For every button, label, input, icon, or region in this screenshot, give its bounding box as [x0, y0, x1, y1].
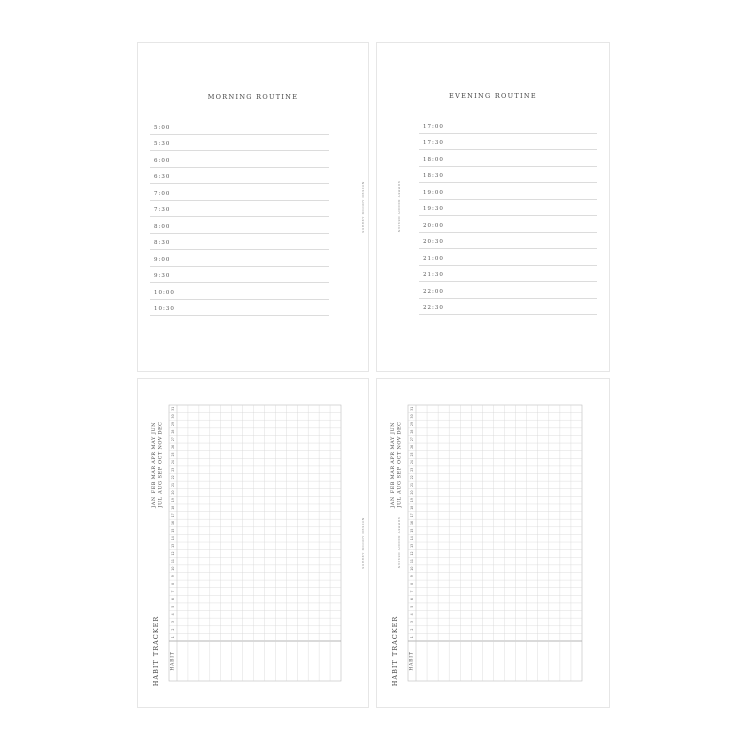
- time-slot-row: [419, 200, 597, 217]
- day-number: 2: [171, 628, 175, 631]
- day-number: 25: [171, 452, 175, 457]
- month-label: FEB: [390, 481, 396, 494]
- day-number: 8: [171, 582, 175, 585]
- time-slot-row: [150, 184, 329, 201]
- day-number: 4: [410, 613, 414, 616]
- day-number: 13: [171, 543, 175, 548]
- time-slot-label: 10:30: [154, 306, 175, 312]
- time-slot-row: [150, 267, 329, 284]
- grid-frame: [169, 405, 341, 681]
- time-slot-row: [150, 250, 329, 267]
- day-number: 5: [171, 605, 175, 608]
- time-slot-label: 19:30: [423, 206, 444, 212]
- day-number: 7: [410, 590, 414, 593]
- time-slot-row: [419, 134, 597, 151]
- day-number: 12: [171, 551, 175, 556]
- month-label: MAR: [151, 465, 157, 480]
- time-slot-row: [150, 217, 329, 234]
- day-number: 15: [410, 528, 414, 533]
- month-label: JUN: [390, 421, 396, 435]
- day-number: 26: [171, 444, 175, 449]
- time-slot-label: 17:30: [423, 140, 444, 146]
- day-number: 6: [171, 598, 175, 601]
- month-label: AUG: [157, 480, 164, 494]
- time-slot-label: 8:30: [154, 240, 171, 246]
- time-slot-row: [150, 300, 329, 317]
- day-number: 7: [171, 590, 175, 593]
- day-number: 23: [410, 467, 414, 472]
- time-slot-label: 6:30: [154, 174, 171, 180]
- time-slot-row: [419, 266, 597, 283]
- day-number: 6: [410, 598, 414, 601]
- time-slot-label: 5:30: [154, 141, 171, 147]
- day-number: 17: [410, 513, 414, 518]
- habit-column-label: HABIT: [409, 651, 415, 671]
- time-slot-label: 21:00: [423, 255, 444, 262]
- time-slot-row: [419, 150, 597, 167]
- month-label: FEB: [151, 481, 157, 494]
- day-number: 11: [171, 559, 175, 564]
- day-number: 14: [171, 536, 175, 541]
- month-label: JUL: [157, 496, 164, 508]
- designer-credit: SORREY MOODY DESIGN: [360, 517, 365, 569]
- month-label: NOV: [157, 436, 164, 450]
- day-number: 3: [171, 620, 175, 623]
- day-number: 21: [410, 482, 414, 487]
- day-number: 23: [171, 467, 175, 472]
- day-number: 19: [171, 498, 175, 503]
- page-title: HABIT TRACKER: [152, 615, 160, 687]
- day-number: 29: [410, 422, 414, 427]
- time-slot-row: [150, 283, 329, 300]
- day-number: 29: [171, 422, 175, 427]
- time-slot-label: 17:00: [423, 123, 444, 130]
- time-list: [419, 117, 597, 315]
- month-label: MAR: [390, 465, 396, 480]
- day-number: 24: [171, 460, 175, 465]
- day-number: 18: [171, 505, 175, 510]
- day-number: 19: [410, 498, 414, 503]
- habit-column-label: HABIT: [170, 651, 176, 671]
- day-number: 22: [171, 475, 175, 480]
- day-number: 10: [171, 566, 175, 571]
- day-number: 1: [171, 636, 175, 639]
- day-number: 31: [410, 406, 414, 411]
- day-number: 12: [410, 551, 414, 556]
- day-number: 16: [171, 520, 175, 526]
- day-number: 10: [410, 566, 414, 571]
- day-number: 2: [410, 628, 414, 631]
- time-list: [150, 118, 329, 316]
- day-number: 9: [171, 575, 175, 578]
- day-number: 27: [171, 437, 175, 442]
- day-number: 3: [410, 620, 414, 623]
- time-slot-label: 18:30: [423, 173, 444, 179]
- page-title: HABIT TRACKER: [391, 615, 399, 687]
- day-number: 25: [410, 452, 414, 457]
- day-number: 5: [410, 605, 414, 608]
- time-slot-row: [419, 183, 597, 200]
- time-slot-row: [150, 118, 329, 135]
- day-number: 11: [410, 559, 414, 564]
- day-number: 28: [410, 429, 414, 434]
- time-slot-row: [150, 135, 329, 152]
- time-slot-label: 10:00: [154, 289, 175, 296]
- time-slot-row: [419, 282, 597, 299]
- day-number: 20: [410, 490, 414, 495]
- page-title: EVENING ROUTINE: [449, 92, 537, 100]
- day-number: 24: [410, 460, 414, 465]
- day-number: 17: [171, 513, 175, 518]
- time-slot-label: 9:00: [154, 256, 171, 263]
- month-label: APR: [390, 451, 396, 464]
- designer-credit: SORREY MOODY DESIGN: [396, 517, 401, 569]
- month-label: AUG: [396, 480, 403, 494]
- month-label: JUL: [396, 496, 403, 508]
- time-slot-row: [419, 249, 597, 266]
- month-label: OCT: [396, 451, 403, 464]
- time-slot-row: [419, 117, 597, 134]
- month-label: APR: [151, 451, 157, 464]
- grid-frame: [408, 405, 582, 681]
- day-number: 27: [410, 437, 414, 442]
- day-number: 28: [171, 429, 175, 434]
- day-number: 16: [410, 520, 414, 526]
- time-slot-label: 18:00: [423, 156, 444, 163]
- habit-tracker-page: [137, 378, 369, 708]
- time-slot-label: 22:00: [423, 288, 444, 295]
- day-number: 31: [171, 406, 175, 411]
- month-label: SEP: [396, 466, 403, 479]
- month-label: SEP: [157, 466, 164, 479]
- day-number: 18: [410, 505, 414, 510]
- day-number: 9: [410, 575, 414, 578]
- designer-credit: SORREY MOODY DESIGN: [360, 181, 365, 233]
- month-label: JAN: [151, 496, 157, 508]
- time-slot-row: [150, 151, 329, 168]
- time-slot-row: [419, 233, 597, 250]
- time-slot-label: 7:00: [154, 190, 171, 197]
- time-slot-label: 20:30: [423, 239, 444, 245]
- time-slot-label: 9:30: [154, 273, 171, 279]
- time-slot-row: [419, 216, 597, 233]
- month-label: MAY: [390, 436, 396, 450]
- time-slot-label: 7:30: [154, 207, 171, 213]
- day-number: 21: [171, 482, 175, 487]
- designer-credit: SORREY MOODY DESIGN: [396, 181, 401, 233]
- month-label: OCT: [157, 451, 164, 464]
- time-slot-label: 22:30: [423, 305, 444, 311]
- month-label: MAY: [151, 436, 157, 450]
- day-number: 30: [171, 414, 175, 419]
- day-number: 30: [410, 414, 414, 419]
- month-label: DEC: [157, 421, 164, 435]
- day-number: 22: [410, 475, 414, 480]
- day-number: 20: [171, 490, 175, 495]
- time-slot-label: 19:00: [423, 189, 444, 196]
- time-slot-label: 21:30: [423, 272, 444, 278]
- day-number: 1: [410, 636, 414, 639]
- habit-tracker-grid: [138, 379, 370, 709]
- month-label: JAN: [390, 496, 396, 508]
- habit-tracker-page: [376, 378, 610, 708]
- time-slot-row: [419, 167, 597, 184]
- day-number: 26: [410, 444, 414, 449]
- time-slot-row: [419, 299, 597, 316]
- month-label: NOV: [396, 436, 403, 450]
- month-label: JUN: [151, 421, 157, 435]
- time-slot-row: [150, 168, 329, 185]
- day-number: 15: [171, 528, 175, 533]
- day-number: 8: [410, 582, 414, 585]
- page-title: MORNING ROUTINE: [207, 93, 299, 101]
- day-number: 14: [410, 536, 414, 541]
- evening-routine-page: [376, 42, 610, 372]
- day-number: 4: [171, 613, 175, 616]
- month-label: DEC: [396, 421, 403, 435]
- time-slot-row: [150, 234, 329, 251]
- habit-tracker-grid: [377, 379, 611, 709]
- time-slot-label: 5:00: [154, 124, 171, 131]
- time-slot-label: 20:00: [423, 222, 444, 229]
- time-slot-label: 8:00: [154, 223, 171, 230]
- time-slot-row: [150, 201, 329, 218]
- day-number: 13: [410, 543, 414, 548]
- time-slot-label: 6:00: [154, 157, 171, 164]
- morning-routine-page: [137, 42, 369, 372]
